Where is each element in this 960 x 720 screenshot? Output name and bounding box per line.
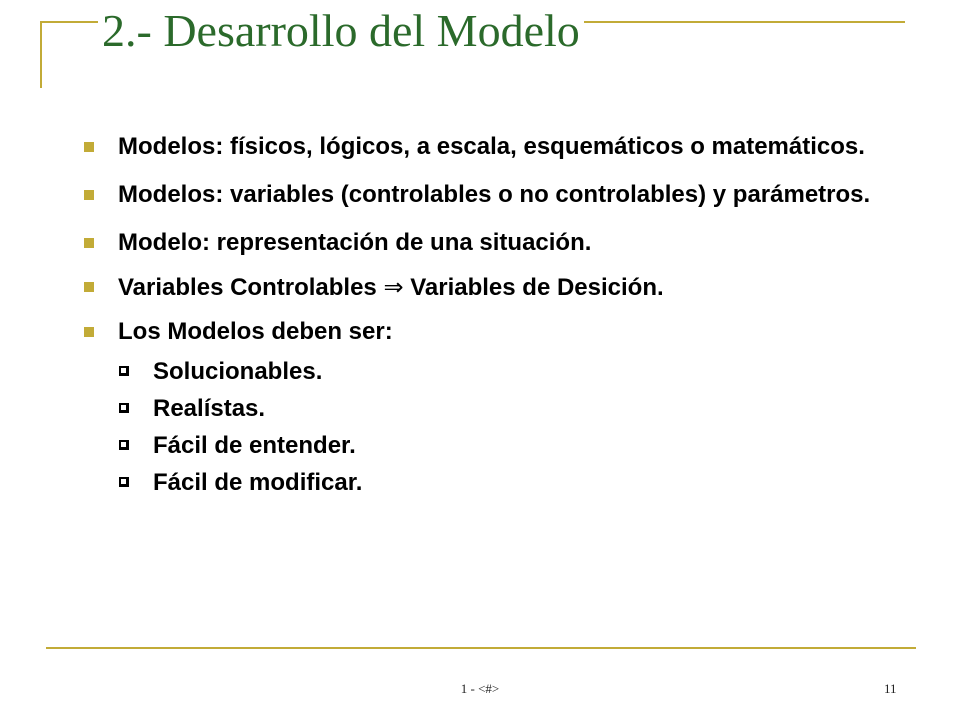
sub-bullet-item (82, 464, 882, 501)
bullet-text: Modelos: físicos, lógicos, a escala, esquemáticos o matemáticos. (118, 133, 865, 160)
square-bullet-icon (84, 282, 94, 292)
bullet-text-after-arrow: Variables de Desición. (403, 274, 664, 301)
bullet-text: Modelos: variables (controlables o no controlables) y parámetros. (118, 181, 871, 208)
hollow-square-bullet-icon (119, 403, 129, 413)
slide-title: 2.- Desarrollo del Modelo (98, 8, 584, 54)
page-number: 11 (884, 681, 897, 696)
bullet-item (82, 313, 882, 351)
bullet-text-before-arrow: Variables Controlables (118, 274, 384, 301)
footer-divider (46, 647, 916, 649)
square-bullet-icon (84, 142, 94, 152)
bullet-item (82, 268, 882, 307)
square-bullet-icon (84, 190, 94, 200)
slide-body (82, 128, 882, 501)
hollow-square-bullet-icon (119, 440, 129, 450)
footer-slide-label: 1 - <#> (460, 681, 500, 696)
bullet-item (82, 176, 882, 214)
implies-arrow-icon: ⇒ (383, 273, 404, 301)
bullet-text: Modelo: representación de una situación. (118, 229, 592, 256)
sub-bullet-text: Fácil de modificar. (153, 469, 363, 496)
sub-bullet-text: Solucionables. (153, 358, 323, 385)
sub-bullet-item (82, 427, 882, 464)
square-bullet-icon (84, 327, 94, 337)
bullet-item (82, 128, 882, 166)
bullet-item (82, 224, 882, 262)
hollow-square-bullet-icon (119, 477, 129, 487)
sub-bullet-item (82, 353, 882, 390)
bullet-text: Los Modelos deben ser: (118, 318, 393, 345)
square-bullet-icon (84, 238, 94, 248)
hollow-square-bullet-icon (119, 366, 129, 376)
title-frame-left-line (40, 21, 42, 88)
sub-bullet-text: Realístas. (153, 395, 266, 422)
sub-bullet-item (82, 390, 882, 427)
sub-bullet-text: Fácil de entender. (153, 432, 356, 459)
